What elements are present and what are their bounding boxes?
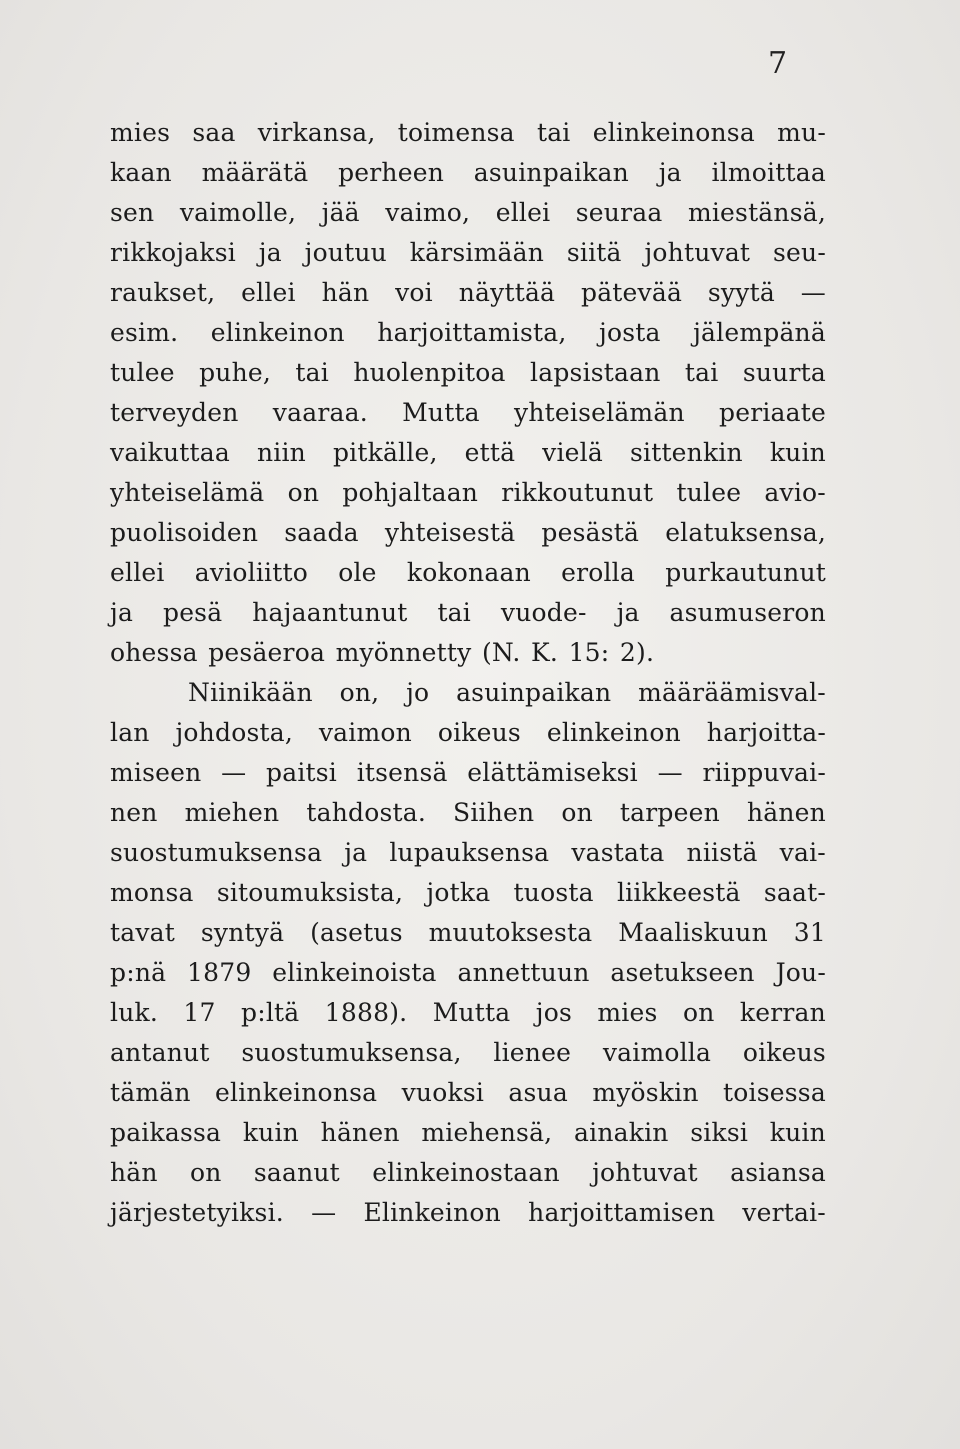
text-line: raukset, ellei hän voi näyttää pätevää syytä — [110,278,826,307]
text-line: Niinikään on, jo asuinpaikan määräämisval- [188,678,826,707]
text-line: lan johdosta, vaimon oikeus elinkeinon harjoitta- [110,718,826,747]
text-line: mies saa virkansa, toimensa tai elinkeinonsa mu- [110,118,826,147]
text-line: hän on saanut elinkeinostaan johtuvat asiansa [110,1158,826,1187]
text-line: paikassa kuin hänen miehensä, ainakin siksi kuin [110,1118,826,1147]
text-line: tulee puhe, tai huolenpitoa lapsistaan tai suurta [110,358,826,387]
text-line: nen miehen tahdosta. Siihen on tarpeen hänen [110,798,826,827]
text-line: ohessa pesäeroa myönnetty (N. K. 15: 2). [110,638,655,667]
text-line: puolisoiden saada yhteisestä pesästä elatuksensa, [110,518,826,547]
page-number: 7 [768,46,788,81]
text-line: sen vaimolle, jää vaimo, ellei seuraa miestänsä, [110,198,826,227]
text-line: yhteiselämä on pohjaltaan rikkoutunut tulee avio- [110,478,826,507]
text-line: luk. 17 p:ltä 1888). Mutta jos mies on kerran [110,998,826,1027]
text-line: p:nä 1879 elinkeinoista annettuun asetukseen Jou- [110,958,826,987]
text-line: kaan määrätä perheen asuinpaikan ja ilmoittaa [110,158,826,187]
text-line: esim. elinkeinon harjoittamista, josta jälempänä [110,318,826,347]
text-line: ellei avioliitto ole kokonaan erolla purkautunut [110,558,826,587]
text-line: vaikuttaa niin pitkälle, että vielä sittenkin kuin [110,438,826,467]
text-line: miseen — paitsi itsensä elättämiseksi — riippuvai- [110,758,826,787]
text-line: antanut suostumuksensa, lienee vaimolla oikeus [110,1038,826,1067]
text-line: ja pesä hajaantunut tai vuode- ja asumuseron [110,598,826,627]
text-line: rikkojaksi ja joutuu kärsimään siitä johtuvat seu- [110,238,826,267]
text-line: järjestetyiksi. — Elinkeinon harjoittamisen vertai- [110,1198,826,1227]
text-line: suostumuksensa ja lupauksensa vastata niistä vai- [110,838,826,867]
body-text [110,113,826,1233]
text-line: tavat syntyä (asetus muutoksesta Maaliskuun 31 [110,918,826,947]
text-line: tämän elinkeinonsa vuoksi asua myöskin toisessa [110,1078,826,1107]
text-line: terveyden vaaraa. Mutta yhteiselämän periaate [110,398,826,427]
text-line: monsa sitoumuksista, jotka tuosta liikkeestä saat- [110,878,826,907]
